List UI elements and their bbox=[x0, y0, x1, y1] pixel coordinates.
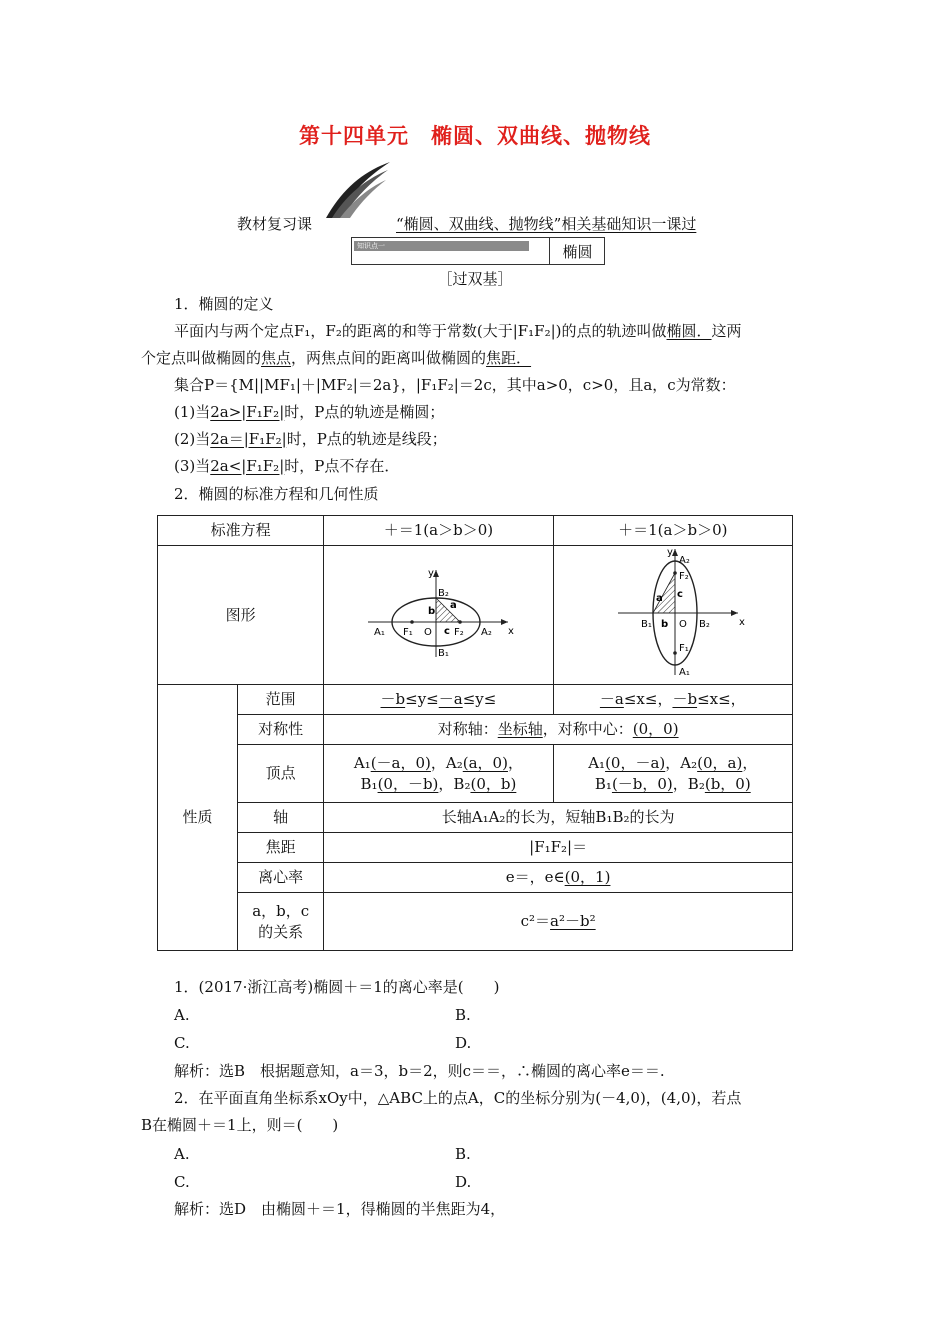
ecc-label: 离心率 bbox=[238, 863, 324, 893]
figure-vertical-cell bbox=[553, 546, 792, 685]
fig2-y: y bbox=[666, 547, 673, 558]
set-line: 集合P＝{M||MF₁|＋|MF₂|＝2a}，|F₁F₂|＝2c，其中a>0，c>0，且a，c为常数： bbox=[174, 376, 736, 394]
q1-option-c: C. bbox=[174, 1034, 190, 1052]
fig1-A2: A₂ bbox=[481, 627, 493, 638]
swoosh-logo bbox=[322, 160, 392, 220]
props-label: 性质 bbox=[158, 685, 238, 951]
eq-horizontal: ＋＝1(a＞b＞0) bbox=[324, 516, 553, 546]
fig2-O: O bbox=[678, 619, 687, 630]
q2-option-a: A. bbox=[174, 1145, 190, 1163]
header-left: 教材复习课 bbox=[237, 215, 313, 233]
q1-option-a: A. bbox=[174, 1006, 190, 1024]
fig1-A1: A₁ bbox=[374, 627, 386, 638]
std-eq-label: 标准方程 bbox=[158, 516, 324, 546]
symmetry-text: 对称轴：坐标轴，对称中心：(0，0) bbox=[324, 715, 793, 745]
symmetry-label: 对称性 bbox=[238, 715, 324, 745]
ecc-text: e＝，e∈(0，1) bbox=[324, 863, 793, 893]
header-right: “椭圆、双曲线、抛物线”相关基础知识一课过 bbox=[396, 215, 697, 233]
question-2-line2: B在椭圆＋＝1上，则＝( ) bbox=[141, 1116, 339, 1134]
section2-heading: 2．椭圆的标准方程和几何性质 bbox=[174, 485, 379, 503]
fig2-b: b bbox=[660, 619, 668, 630]
range-vertical: －a≤x≤，－b≤x≤， bbox=[553, 685, 792, 715]
q2-option-c: C. bbox=[174, 1173, 190, 1191]
q1-option-d: D. bbox=[455, 1034, 472, 1052]
fig2-B1: B₁ bbox=[640, 619, 652, 630]
definition-line2: 个定点叫做椭圆的焦点，两焦点间的距离叫做椭圆的焦距． bbox=[141, 349, 532, 367]
fig1-b: b bbox=[428, 606, 436, 617]
q1-solution: 解析：选B 根据题意知，a＝3，b＝2，则c＝＝，∴椭圆的离心率e＝＝. bbox=[174, 1062, 665, 1080]
q2-solution: 解析：选D 由椭圆＋＝1，得椭圆的半焦距为4， bbox=[174, 1200, 506, 1218]
eq-vertical: ＋＝1(a＞b＞0) bbox=[553, 516, 792, 546]
figure-label: 图形 bbox=[158, 546, 324, 685]
case-1: (1)当2a>|F₁F₂|时，P点的轨迹是椭圆； bbox=[174, 403, 445, 421]
range-label: 范围 bbox=[238, 685, 324, 715]
question-2-line1: 2．在平面直角坐标系xOy中，△ABC上的点A，C的坐标分别为(－4,0)，(4,0)，若点 bbox=[174, 1089, 742, 1107]
q2-option-d: D. bbox=[455, 1173, 472, 1191]
axis-label: 轴 bbox=[238, 803, 324, 833]
figure-horizontal-cell bbox=[324, 546, 553, 685]
focal-text: |F₁F₂|＝ bbox=[324, 833, 793, 863]
fig1-c: c bbox=[444, 626, 451, 637]
section1-heading: 1．椭圆的定义 bbox=[174, 295, 274, 313]
knowledge-tag: 知识点一 bbox=[354, 241, 529, 251]
fig2-B2: B₂ bbox=[698, 619, 710, 630]
fig1-B2: B₂ bbox=[438, 588, 450, 599]
case-3: (3)当2a<|F₁F₂|时，P点不存在． bbox=[174, 457, 400, 475]
q2-option-b: B. bbox=[455, 1145, 471, 1163]
relation-label: a，b，c 的关系 bbox=[238, 893, 324, 951]
vertex-horizontal: A₁(－a，0)，A₂(a，0)， B₁(0，－b)，B₂(0，b) bbox=[324, 745, 553, 803]
case-2: (2)当2a＝|F₁F₂|时，P点的轨迹是线段； bbox=[174, 430, 447, 448]
fig1-B1: B₁ bbox=[438, 648, 450, 659]
fig2-c: c bbox=[676, 589, 683, 600]
focal-label: 焦距 bbox=[238, 833, 324, 863]
fig2-A1: A₁ bbox=[678, 667, 690, 677]
knowledge-box bbox=[351, 237, 605, 265]
relation-text: c²＝a²－b² bbox=[324, 893, 793, 951]
definition-line1: 平面内与两个定点F₁，F₂的距离的和等于常数(大于|F₁F₂|)的点的轨迹叫做椭圆．这两 bbox=[174, 322, 742, 340]
ellipse-properties-table bbox=[157, 515, 793, 951]
fig1-x: x bbox=[508, 626, 515, 637]
question-1: 1．(2017·浙江高考)椭圆＋＝1的离心率是( ) bbox=[174, 978, 500, 996]
q1-option-b: B. bbox=[455, 1006, 471, 1024]
horizontal-ellipse-figure bbox=[358, 562, 518, 662]
fig2-x: x bbox=[738, 617, 745, 628]
fig1-F1: F₁ bbox=[403, 627, 414, 638]
pass-label: ［过双基］ bbox=[437, 270, 513, 288]
fig1-a: a bbox=[450, 600, 458, 611]
vertex-label: 顶点 bbox=[238, 745, 324, 803]
axis-text: 长轴A₁A₂的长为，短轴B₁B₂的长为 bbox=[324, 803, 793, 833]
fig1-y: y bbox=[428, 568, 435, 579]
vertical-ellipse-figure bbox=[593, 547, 753, 677]
fig1-F2: F₂ bbox=[454, 627, 465, 638]
fig2-a: a bbox=[655, 593, 663, 604]
fig1-O: O bbox=[424, 627, 433, 638]
page-title: 第十四单元 椭圆、双曲线、抛物线 bbox=[299, 124, 651, 148]
knowledge-name: 椭圆 bbox=[562, 243, 593, 261]
fig2-F2: F₂ bbox=[678, 571, 689, 582]
vertex-vertical: A₁(0，－a)，A₂(0，a)， B₁(－b，0)，B₂(b，0) bbox=[553, 745, 792, 803]
fig2-F1: F₁ bbox=[678, 643, 689, 654]
range-horizontal: －b≤y≤－a≤y≤ bbox=[324, 685, 553, 715]
fig2-A2: A₂ bbox=[678, 555, 690, 566]
